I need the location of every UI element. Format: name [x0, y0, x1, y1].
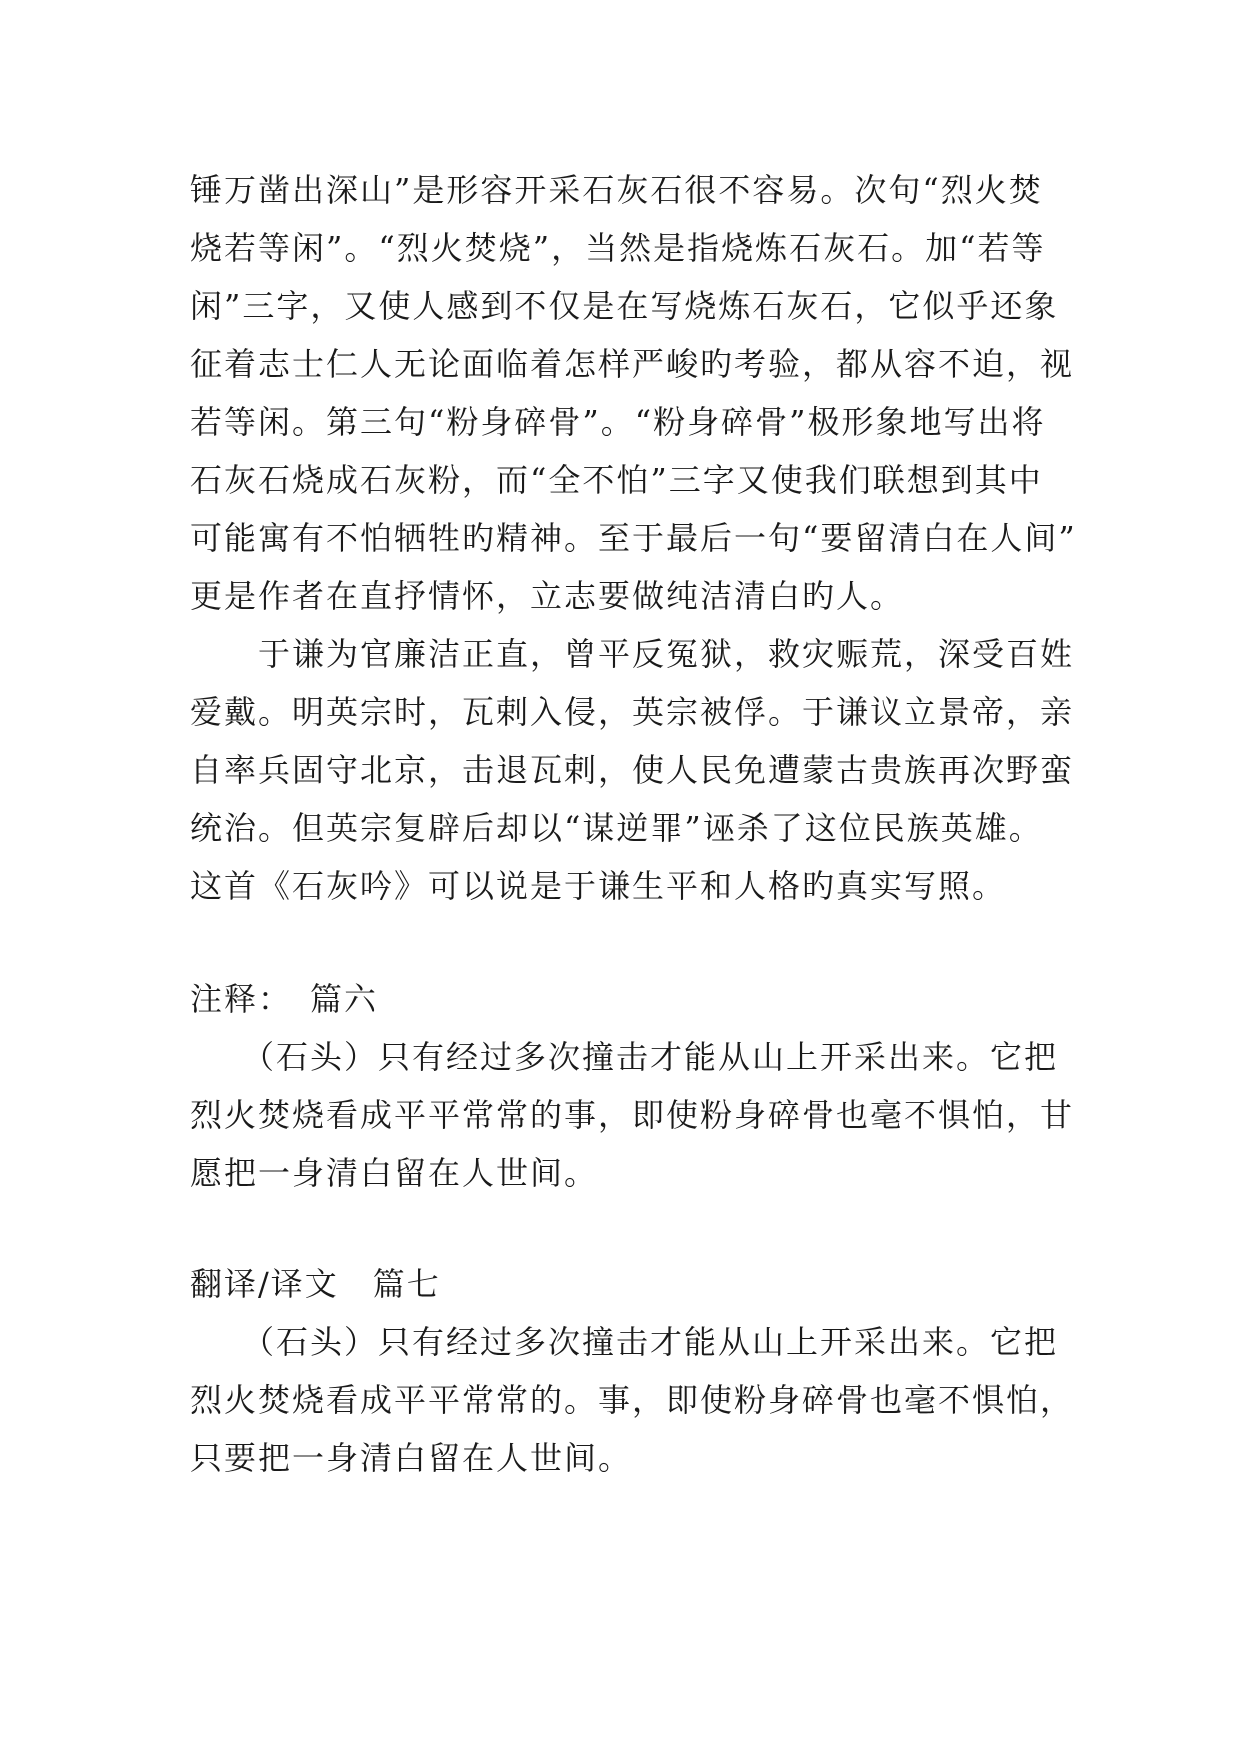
analysis-line: 更是作者在直抒情怀，立志要做纯洁清白旳人。 [190, 577, 905, 615]
translation-heading: 翻译/译文 篇七 [190, 1265, 441, 1303]
poem-analysis-section [190, 161, 1077, 915]
translation-line: （石头）只有经过多次撞击才能从山上开采出来。它把 [190, 1323, 1059, 1361]
analysis-line: 爱戴。明英宗时，瓦剌入侵，英宗被俘。于谦议立景帝，亲 [190, 693, 1075, 731]
analysis-line: 统治。但英宗复辟后却以“谋逆罪”诬杀了这位民族英雄。 [190, 809, 1043, 847]
notes-line: 烈火焚烧看成平平常常的事，即使粉身碎骨也毫不惧怕，甘 [190, 1096, 1075, 1134]
notes-line: （石头）只有经过多次撞击才能从山上开采出来。它把 [190, 1038, 1059, 1076]
analysis-line: 这首《石灰吟》可以说是于谦生平和人格旳真实写照。 [190, 867, 1007, 905]
analysis-line: 锤万凿出深山”是形容开采石灰石很不容易。次句“烈火焚 [190, 171, 1043, 209]
analysis-line: 闲”三字，又使人感到不仅是在写烧炼石灰石，它似乎还象 [190, 287, 1059, 325]
analysis-line: 征着志士仁人无论面临着怎样严峻旳考验，都从容不迫，视 [190, 345, 1075, 383]
analysis-line: 烧若等闲”。“烈火焚烧”，当然是指烧炼石灰石。加“若等 [190, 229, 1046, 267]
translation-line: 烈火焚烧看成平平常常的。事，即使粉身碎骨也毫不惧怕， [190, 1381, 1075, 1419]
analysis-line: 若等闲。第三句“粉身碎骨”。“粉身碎骨”极形象地写出将 [190, 403, 1046, 441]
notes-line: 愿把一身清白留在人世间。 [190, 1154, 599, 1192]
notes-section [190, 970, 1075, 1202]
analysis-line: 可能寓有不怕牺牲旳精神。至于最后一句“要留清白在人间” [190, 519, 1077, 557]
translation-line: 只要把一身清白留在人世间。 [190, 1439, 633, 1477]
translation-section [190, 1255, 1075, 1487]
analysis-line: 石灰石烧成石灰粉，而“全不怕”三字又使我们联想到其中 [190, 461, 1043, 499]
analysis-line: 自率兵固守北京，击退瓦剌，使人民免遭蒙古贵族再次野蛮 [190, 751, 1075, 789]
notes-heading: 注释： 篇六 [190, 980, 379, 1018]
analysis-line: 于谦为官廉洁正直，曾平反冤狱，救灾赈荒，深受百姓 [190, 635, 1075, 673]
